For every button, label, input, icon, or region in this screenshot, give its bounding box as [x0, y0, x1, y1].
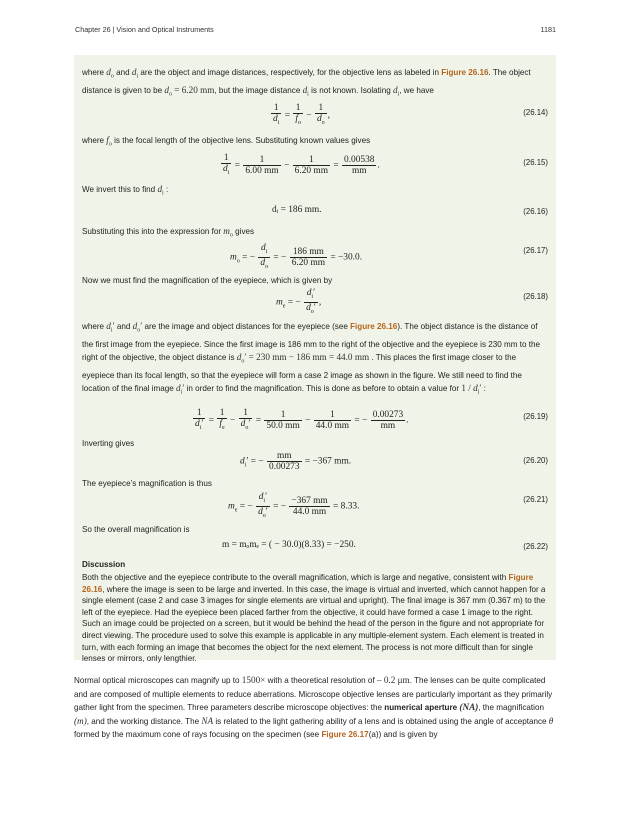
figure-link-26-16[interactable]: Figure 26.16	[82, 573, 534, 594]
discussion-heading: Discussion	[82, 560, 126, 569]
equation-number: (26.21)	[523, 495, 548, 504]
paragraph-eyepiece-magnification: The eyepiece’s magnification is thus	[82, 479, 212, 488]
equation-26-15: $\frac{1}{d_i}$ = $\frac{1}{6.00 mm}$ − $\frac{1}{6.20 mm}$ = $\frac{0.00538}{mm}$ .	[223, 153, 380, 176]
discussion-text: Both the objective and the eyepiece contribute to the overall magnification, which is large and negative, consistent with Figure 26.16, where the image is seen to be large and inverted. In this case, the image is virtual and inverted, which cannot happen for a single element (case 2 and case 3 images for single elements are virtual and upright). The final image is 367 mm (0.367 m) to the left of the eyepiece. Had the eyepiece been placed farther from the objective, it could have formed a case 1 image to the right. Such an image could be projected on a screen, but it would be behind the head of the person in the figure and not appropriate for direct viewing. The procedure used to solve this example is applicable in any multiple-element system. Each element is treated in turn, with each forming an image that becomes the object for the next element. The process is not more difficult than for single lenses or mirrors, only lengthier.	[82, 573, 546, 664]
equation-26-18: $m_e$ = − $\frac{d_i'}{d_o'}$ ,	[276, 288, 322, 315]
equation-number: (26.22)	[523, 542, 548, 551]
equation-number: (26.19)	[523, 412, 548, 421]
equation-number: (26.14)	[523, 108, 548, 117]
equation-number: (26.15)	[523, 158, 548, 167]
paragraph-objective-distances: where $d_o$ and $d_i$ are the object and image distances, respectively, for the objective lens as labeled in Figure 26.16. The object distance is given to be $d_o = 6.20$ mm, but the image distance $d_i$ is not known. Isolating $d_i$, we have	[82, 67, 531, 98]
paragraph-focal-length: where $f_o$ is the focal length of the objective lens. Substituting known values gives	[82, 135, 371, 148]
equation-number: (26.20)	[523, 456, 548, 465]
equation-26-19: $\frac{1}{d_i'}$ = $\frac{1}{f_e}$ − $\frac{1}{d_o'}$ = $\frac{1}{50.0 mm}$ − $\frac{1}{44.0 mm}$ = − $\frac{0.00273}{mm}$ .	[195, 408, 409, 431]
equation-number: (26.16)	[523, 207, 548, 216]
figure-link-26-16[interactable]: Figure 26.16	[350, 322, 398, 331]
equation-26-17: $m_o$ = − $\frac{d_i}{d_o}$ = − $\frac{186 mm}{6.20 mm}$ = −30.0.	[230, 243, 363, 270]
page-number: 1181	[540, 25, 556, 34]
equation-number: (26.18)	[523, 292, 548, 301]
equation-26-14: $\frac{1}{d_i}$ = $\frac{1}{f_o}$ − $\frac{1}{d_o}$ ,	[273, 103, 330, 126]
chapter-header: Chapter 26 | Vision and Optical Instruments	[75, 25, 214, 34]
paragraph-overall: So the overall magnification is	[82, 525, 190, 534]
paragraph-eyepiece-distances: where $d_i'$ and $d_o'$ are the image and object distances for the eyepiece (see Figure 26.16). The object distance is the distance of the first image from the eyepiece. Since the first image is 186 mm to the right of the objective and the eyepiece is 230 mm to the right of the objective, the object distance is $d_o' = 230$ mm − 186 mm = 44.0 mm . This places the first image closer to the eyepiece than its focal length, so that the eyepiece will form a case 2 image as shown in the figure. We still need to find the location of the final image $d_i'$ in order to find the magnification. This is done as before to obtain a value for $1 / d_i'$ :	[82, 321, 540, 396]
paragraph-invert: We invert this to find $d_i$ :	[82, 184, 169, 197]
equation-number: (26.17)	[523, 246, 548, 255]
equation-26-16: dᵢ = 186 mm.	[272, 205, 322, 215]
equation-26-21: $m_e$ = − $\frac{d_i'}{d_o'}$ = − $\frac{-367 mm}{44.0 mm}$ = 8.33.	[228, 492, 360, 519]
equation-26-22: m = mₒmₑ = ( − 30.0)(8.33) = −250.	[222, 540, 356, 550]
equation-26-20: $d_i'$ = − $\frac{mm}{0.00273}$ = −367 mm.	[240, 451, 352, 472]
paragraph-inverting: Inverting gives	[82, 439, 135, 448]
figure-link-26-16[interactable]: Figure 26.16	[441, 68, 489, 77]
paragraph-eyepiece: Now we must find the magnification of the eyepiece, which is given by	[82, 276, 333, 285]
paragraph-microscopes: Normal optical microscopes can magnify up to 1500× with a theoretical resolution of – 0.2 μm. The lenses can be quite complicated and are composed of multiple elements to reduce aberrations. Microscope objective lenses are particularly important as they primarily gather light from the specimen. Three parameters describe microscope objectives: the numerical aperture (NA), the magnification (m), and the working distance. The NA is related to the light gathering ability of a lens and is obtained using the angle of acceptance θ formed by the maximum cone of rays focusing on the specimen (see Figure 26.17(a)) and is given by	[74, 675, 554, 739]
figure-link-26-17[interactable]: Figure 26.17	[321, 730, 369, 739]
paragraph-substituting: Substituting this into the expression for $m_o$ gives	[82, 226, 255, 239]
